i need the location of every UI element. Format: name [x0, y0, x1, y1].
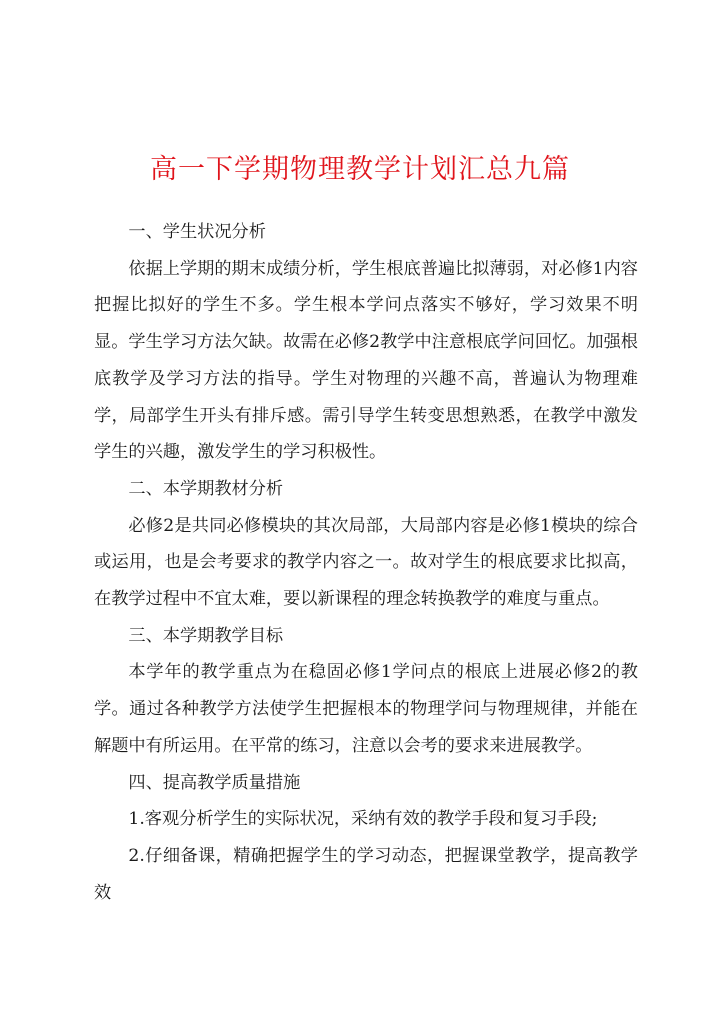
section-heading-quality-measures: 四、提高教学质量措施	[128, 772, 301, 793]
document-title: 高一下学期物理教学计划汇总九篇	[150, 154, 570, 185]
measure-item-2: 2.仔细备课，精确把握学生的学习动态，把握课堂教学，提高教学效	[94, 845, 638, 903]
section-heading-textbook-analysis: 二、本学期教材分析	[128, 478, 284, 499]
paragraph-textbook-analysis: 必修2是共同必修模块的其次局部，大局部内容是必修1模块的综合或运用，也是会考要求的教学内容之一。故对学生的根底要求比拟高，在教学过程中不宜太难，要以新课程的理念转换教学的难度与重点。	[94, 515, 638, 610]
section-heading-student-analysis: 一、学生状况分析	[128, 222, 266, 242]
measure-item-1: 1.客观分析学生的实际状况，采纳有效的教学手段和复习手段;	[128, 809, 598, 830]
paragraph-student-analysis: 依据上学期的期末成绩分析，学生根底普遍比拟薄弱，对必修1内容把握比拟好的学生不多。学生根本学问点落实不够好，学习效果不明显。学生学习方法欠缺。故需在必修2教学中注意根底学问回忆。加强根底教学及学习方法的指导。学生对物理的兴趣不高，普遍认为物理难学，局部学生开头有排斥感。需引导学生转变思想熟悉，在教学中激发学生的兴趣，激发学生的学习积极性。	[94, 258, 638, 463]
paragraph-teaching-goals: 本学年的教学重点为在稳固必修1学问点的根底上进展必修2的教学。通过各种教学方法使学生把握根本的物理学问与物理规律，并能在解题中有所运用。在平常的练习，注意以会考的要求来进展教学。	[94, 662, 638, 756]
section-heading-teaching-goals: 三、本学期教学目标	[128, 625, 284, 646]
document-body	[94, 214, 638, 911]
